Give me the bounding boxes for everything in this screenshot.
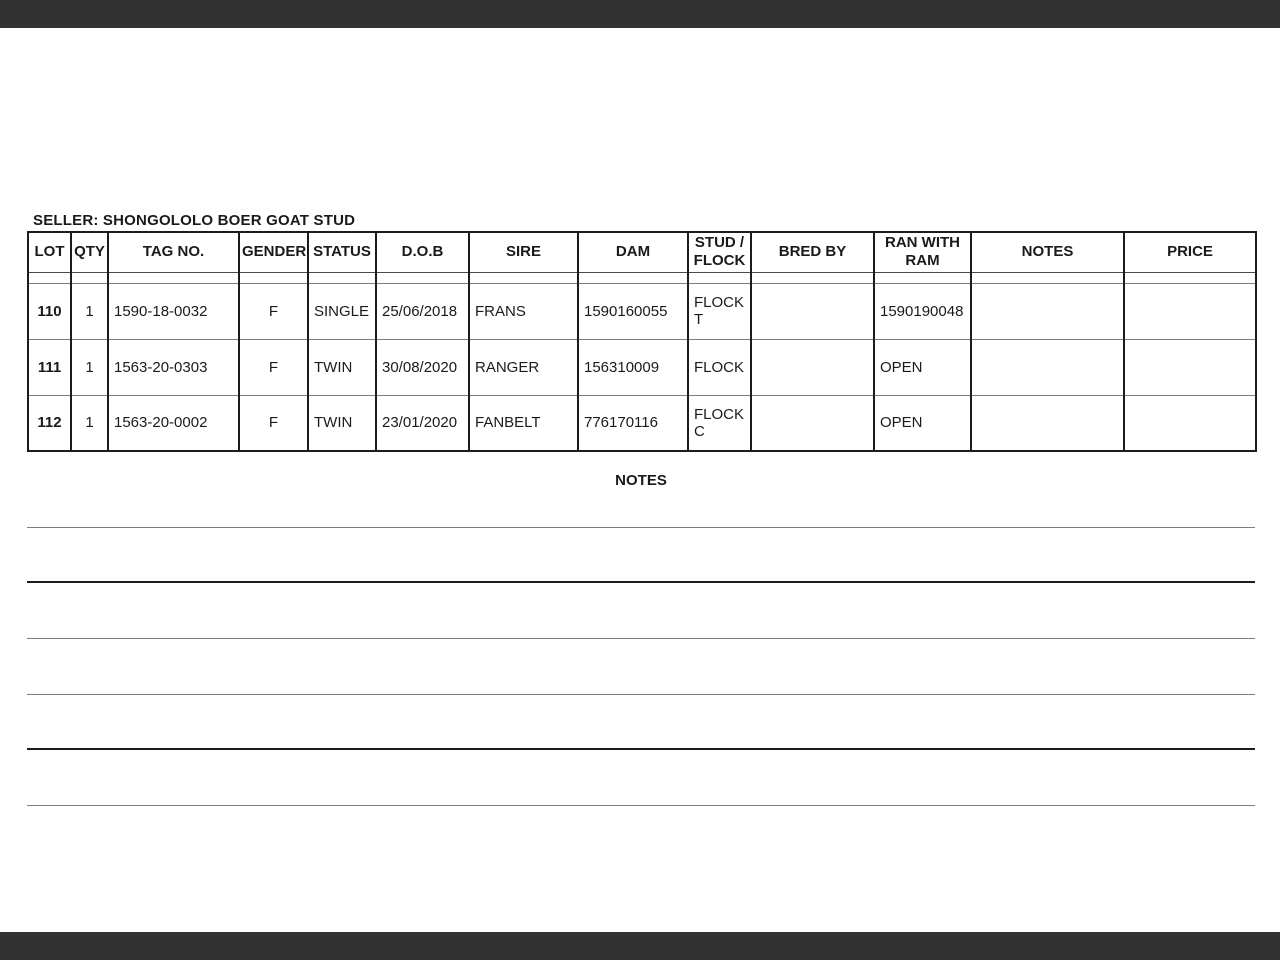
cell-gender: F — [239, 283, 308, 339]
cell-dam: 156310009 — [578, 339, 688, 395]
cell-gender: F — [239, 339, 308, 395]
cell-bred-by — [751, 283, 874, 339]
col-header-sire: SIRE — [469, 232, 578, 272]
col-header-status: STATUS — [308, 232, 376, 272]
notes-section-title: NOTES — [615, 472, 667, 489]
col-header-gender: GENDER — [239, 232, 308, 272]
notes-rule-line — [27, 581, 1255, 583]
cell-qty: 1 — [71, 339, 108, 395]
col-header-ran-with-ram: RAN WITH RAM — [874, 232, 971, 272]
cell-price — [1124, 395, 1256, 451]
col-header-tag-no: TAG NO. — [108, 232, 239, 272]
cell-gender: F — [239, 395, 308, 451]
table-row — [28, 283, 1256, 339]
col-header-notes: NOTES — [971, 232, 1124, 272]
spacer-cell — [751, 272, 874, 283]
cell-lot: 111 — [28, 339, 71, 395]
cell-ran-with-ram: OPEN — [874, 339, 971, 395]
cell-dob: 25/06/2018 — [376, 283, 469, 339]
cell-qty: 1 — [71, 283, 108, 339]
spacer-cell — [578, 272, 688, 283]
cell-price — [1124, 283, 1256, 339]
cell-status: TWIN — [308, 395, 376, 451]
notes-rule-line — [27, 527, 1255, 528]
cell-lot: 110 — [28, 283, 71, 339]
spacer-cell — [71, 272, 108, 283]
col-header-dob: D.O.B — [376, 232, 469, 272]
notes-rule-line — [27, 638, 1255, 639]
seller-heading: SELLER: SHONGOLOLO BOER GOAT STUD — [33, 212, 356, 229]
cell-sire: RANGER — [469, 339, 578, 395]
spacer-cell — [308, 272, 376, 283]
cell-ran-with-ram: OPEN — [874, 395, 971, 451]
notes-rule-line — [27, 805, 1255, 806]
cell-tag-no: 1563-20-0002 — [108, 395, 239, 451]
lot-table — [27, 231, 1257, 452]
cell-notes — [971, 283, 1124, 339]
cell-status: SINGLE — [308, 283, 376, 339]
cell-lot: 112 — [28, 395, 71, 451]
bottom-bar — [0, 932, 1280, 960]
spacer-cell — [28, 272, 71, 283]
cell-dob: 30/08/2020 — [376, 339, 469, 395]
col-header-lot: LOT — [28, 232, 71, 272]
col-header-qty: QTY — [71, 232, 108, 272]
col-header-bred-by: BRED BY — [751, 232, 874, 272]
spacer-cell — [874, 272, 971, 283]
notes-rule-line — [27, 748, 1255, 750]
cell-tag-no: 1590-18-0032 — [108, 283, 239, 339]
cell-qty: 1 — [71, 395, 108, 451]
cell-ran-with-ram: 1590190048 — [874, 283, 971, 339]
cell-notes — [971, 339, 1124, 395]
cell-notes — [971, 395, 1124, 451]
cell-stud-flock: FLOCK — [688, 339, 751, 395]
col-header-stud-flock: STUD / FLOCK — [688, 232, 751, 272]
spacer-cell — [239, 272, 308, 283]
spacer-cell — [108, 272, 239, 283]
notes-rule-line — [27, 694, 1255, 695]
cell-sire: FRANS — [469, 283, 578, 339]
table-row — [28, 339, 1256, 395]
spacer-cell — [469, 272, 578, 283]
cell-dam: 1590160055 — [578, 283, 688, 339]
cell-dob: 23/01/2020 — [376, 395, 469, 451]
cell-price — [1124, 339, 1256, 395]
top-bar — [0, 0, 1280, 28]
table-row — [28, 395, 1256, 451]
spacer-cell — [1124, 272, 1256, 283]
table-header-row — [28, 232, 1256, 272]
spacer-cell — [688, 272, 751, 283]
spacer-row — [28, 272, 1256, 283]
cell-status: TWIN — [308, 339, 376, 395]
spacer-cell — [376, 272, 469, 283]
cell-bred-by — [751, 395, 874, 451]
col-header-price: PRICE — [1124, 232, 1256, 272]
cell-sire: FANBELT — [469, 395, 578, 451]
cell-dam: 776170116 — [578, 395, 688, 451]
col-header-dam: DAM — [578, 232, 688, 272]
cell-stud-flock: FLOCK C — [688, 395, 751, 451]
cell-bred-by — [751, 339, 874, 395]
cell-tag-no: 1563-20-0303 — [108, 339, 239, 395]
spacer-cell — [971, 272, 1124, 283]
cell-stud-flock: FLOCK T — [688, 283, 751, 339]
